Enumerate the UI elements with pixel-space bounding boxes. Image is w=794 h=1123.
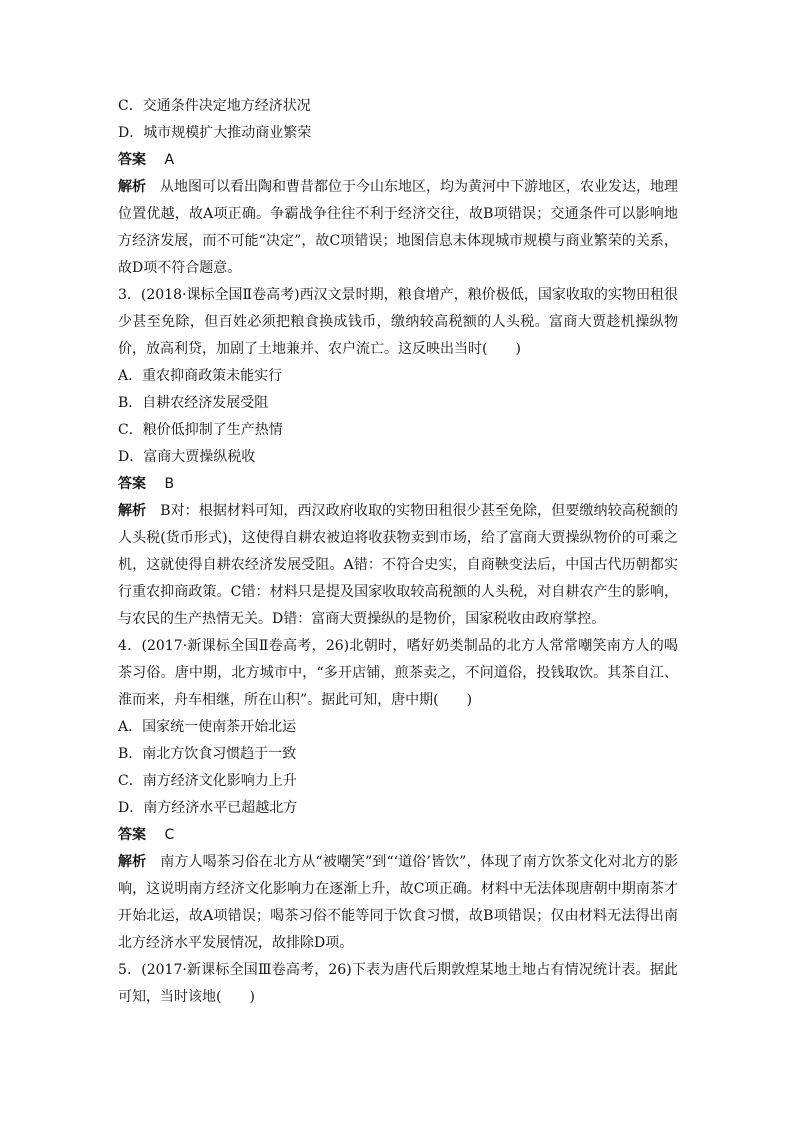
q4-option-a: A．国家统一使南茶开始北运 [118,719,297,735]
q3-option-b: B．自耕农经济发展受阻 [118,395,269,411]
analysis-text: 南方人喝茶习俗在北方从“被嘲笑”到“‘道俗’皆饮”，体现了南方饮茶文化对北方的影响，这说明南方经济文化影响力在逐渐上升，故C项正确。材料中无法体现唐朝中期南茶才开始北运，故A项错误；喝茶习俗不能等同于饮食习惯，故B项错误；仅由材料无法得出南北方经济水平发展情况，故排除D项。 [118,854,679,951]
q4-answer [118,822,678,849]
q3-option-a: A．重农抑商政策未能实行 [118,368,283,384]
q5-stem: 5．(2017·新课标全国Ⅲ卷高考，26)下表为唐代后期敦煌某地土地占有情况统计表。据此可知，当时该地( ) [118,962,678,1005]
q4-option-b: B．南北方饮食习惯趋于一致 [118,746,297,762]
q2-option-d: D．城市规模扩大推动商业繁荣 [118,125,312,141]
answer-label: 答案 [118,476,146,492]
q2-option-c: C．交通条件决定地方经济状况 [118,98,311,114]
analysis-text: 从地图可以看出陶和曹昔都位于今山东地区，均为黄河中下游地区，农业发达，地理位置优越，故A项正确。争霸战争往往不利于经济交往，故B项错误；交通条件可以影响地方经济发展，而不可能“决定”，故C项错误；地图信息未体现城市规模与商业繁荣的关系，故D项不符合题意。 [118,179,678,276]
q2-analysis [118,174,678,282]
answer-value: C [164,827,175,843]
analysis-text: B对：根据材料可知，西汉政府收取的实物田租很少甚至免除，但要缴纳较高税额的人头税(货币形式)，这使得自耕农被迫将收获物卖到市场，给了富商大贾操纵物价的可乘之机，这就使得自耕农经济发展受阻。A错：不符合史实，自商鞅变法后，中国古代历朝都实行重农抑商政策。C错：材料只是提及国家收取较高税额的人头税，对自耕农产生的影响，与农民的生产热情无关。D错：富商大贾操纵的是物价，国家税收由政府掌控。 [118,503,678,627]
answer-label: 答案 [118,152,146,168]
analysis-label: 解析 [118,179,146,195]
q3-option-c: C．粮价低抑制了生产热情 [118,422,283,438]
analysis-label: 解析 [118,503,147,519]
answer-value: B [164,476,175,492]
q3-analysis [118,498,678,633]
q3-answer [118,471,678,498]
q3-stem: 3．(2018·课标全国Ⅱ卷高考)西汉文景时期，粮食增产，粮价极低，国家收取的实物田租很少甚至免除，但百姓必须把粮食换成钱币，缴纳较高税额的人头税。富商大贾趁机操纵物价，放高利贷，加剧了土地兼并、农户流亡。这反映出当时( ) [118,287,678,357]
q4-stem: 4．(2017·新课标全国Ⅱ卷高考，26)北朝时，嗜好奶类制品的北方人常常嘲笑南方人的喝茶习俗。唐中期，北方城市中，“多开店铺，煎茶卖之，不问道俗，投钱取饮。其茶自江、淮而来，舟车相继，所在山积”。据此可知，唐中期( ) [118,638,678,708]
document-body [118,93,678,1011]
q4-option-d: D．南方经济水平已超越北方 [118,800,298,816]
q3-option-d: D．富商大贾操纵税收 [118,449,256,465]
answer-value: A [164,152,175,168]
q4-option-c: C．南方经济文化影响力上升 [118,773,297,789]
q4-analysis [118,849,678,957]
q2-answer [118,147,678,174]
analysis-label: 解析 [118,854,147,870]
answer-label: 答案 [118,827,146,843]
